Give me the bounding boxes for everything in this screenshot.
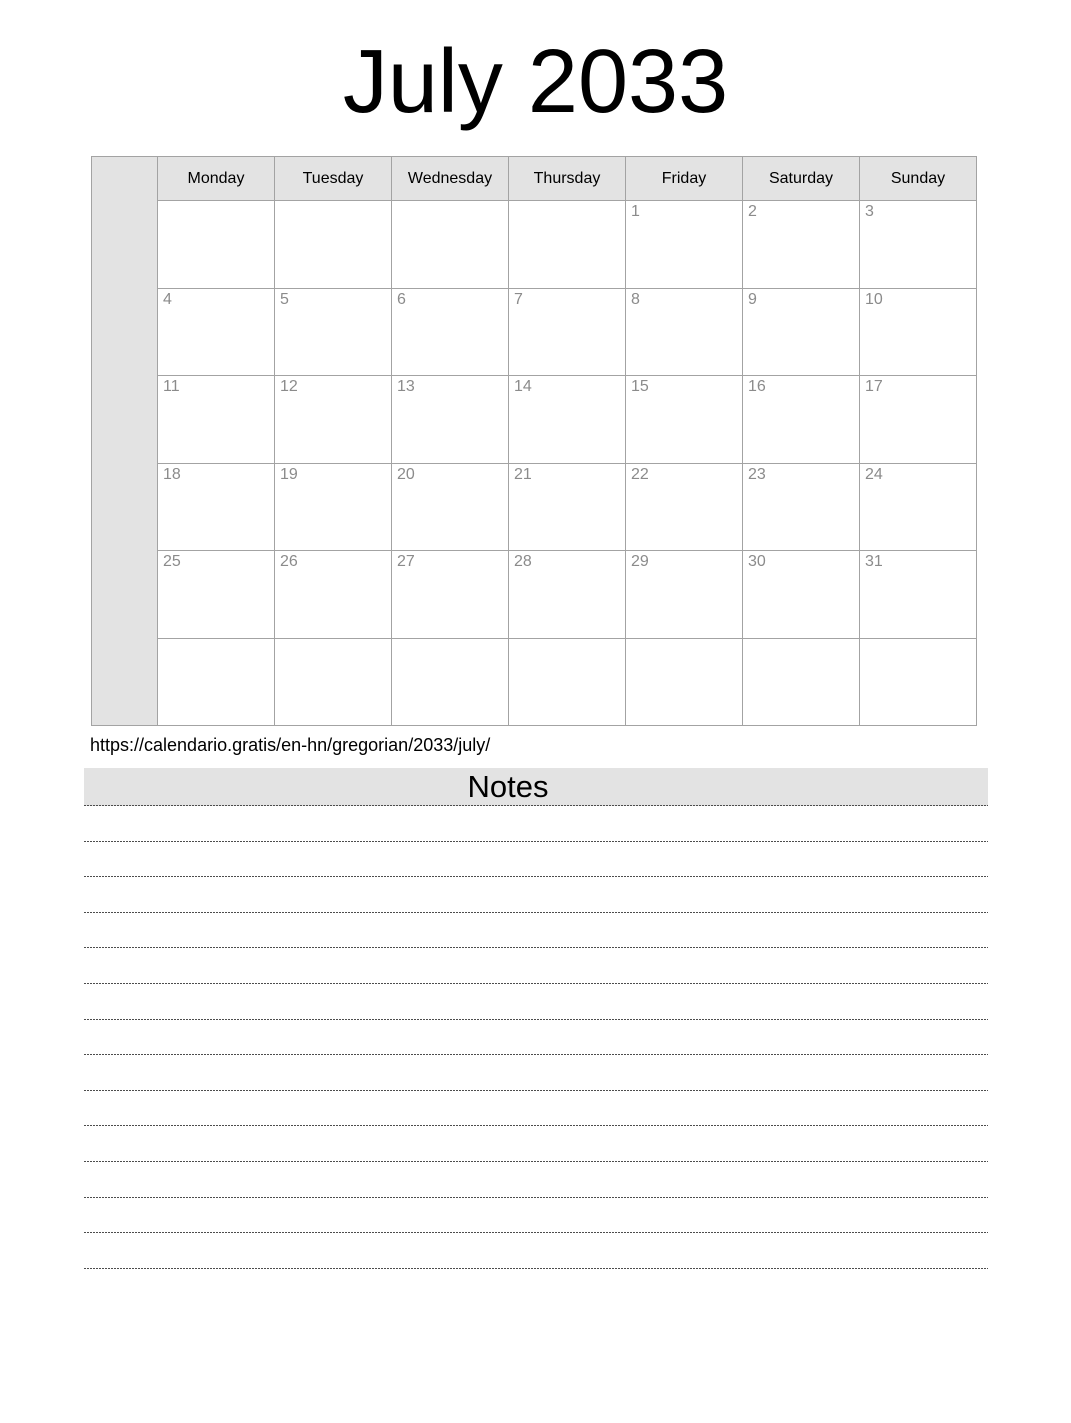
day-cell xyxy=(860,638,977,726)
day-cell: 2 xyxy=(743,201,860,289)
day-cell xyxy=(392,638,509,726)
note-line xyxy=(84,842,988,878)
note-line xyxy=(84,1126,988,1162)
day-cell xyxy=(158,201,275,289)
notes-header xyxy=(84,768,988,806)
day-cell: 7 xyxy=(509,288,626,376)
notes-section xyxy=(84,768,988,1269)
note-line xyxy=(84,1162,988,1198)
day-cell: 9 xyxy=(743,288,860,376)
day-cell xyxy=(626,638,743,726)
day-cell xyxy=(275,638,392,726)
day-cell: 31 xyxy=(860,551,977,639)
day-cell: 21 xyxy=(509,463,626,551)
note-line xyxy=(84,984,988,1020)
note-line xyxy=(84,1055,988,1091)
day-cell: 24 xyxy=(860,463,977,551)
week-row-4 xyxy=(92,463,977,551)
day-cell: 13 xyxy=(392,376,509,464)
note-line xyxy=(84,1091,988,1127)
note-line xyxy=(84,913,988,949)
day-cell xyxy=(158,638,275,726)
notes-lines xyxy=(84,806,988,1269)
week-row-3 xyxy=(92,376,977,464)
day-header-friday: Friday xyxy=(626,157,743,201)
day-cell: 1 xyxy=(626,201,743,289)
source-url: https://calendario.gratis/en-hn/gregorian/2033/july/ xyxy=(90,735,491,755)
day-cell xyxy=(392,201,509,289)
day-cell xyxy=(275,201,392,289)
note-line xyxy=(84,948,988,984)
calendar-gutter xyxy=(92,157,158,726)
day-cell: 5 xyxy=(275,288,392,376)
day-cell xyxy=(509,201,626,289)
day-cell: 17 xyxy=(860,376,977,464)
day-cell: 30 xyxy=(743,551,860,639)
calendar xyxy=(91,156,1071,726)
day-cell: 26 xyxy=(275,551,392,639)
day-cell: 20 xyxy=(392,463,509,551)
day-cell: 10 xyxy=(860,288,977,376)
day-header-tuesday: Tuesday xyxy=(275,157,392,201)
page-title: July 2033 xyxy=(342,32,729,132)
calendar-table xyxy=(91,156,977,726)
day-cell: 14 xyxy=(509,376,626,464)
day-header-wednesday: Wednesday xyxy=(392,157,509,201)
day-header-saturday: Saturday xyxy=(743,157,860,201)
week-row-5 xyxy=(92,551,977,639)
week-row-1 xyxy=(92,201,977,289)
day-cell: 22 xyxy=(626,463,743,551)
day-cell: 16 xyxy=(743,376,860,464)
day-cell: 8 xyxy=(626,288,743,376)
day-cell: 4 xyxy=(158,288,275,376)
note-line xyxy=(84,806,988,842)
day-header-monday: Monday xyxy=(158,157,275,201)
day-cell: 12 xyxy=(275,376,392,464)
day-cell: 23 xyxy=(743,463,860,551)
week-row-6 xyxy=(92,638,977,726)
day-cell: 18 xyxy=(158,463,275,551)
day-cell xyxy=(509,638,626,726)
day-cell: 27 xyxy=(392,551,509,639)
day-cell: 28 xyxy=(509,551,626,639)
day-cell: 3 xyxy=(860,201,977,289)
week-row-2 xyxy=(92,288,977,376)
day-cell: 11 xyxy=(158,376,275,464)
day-cell: 29 xyxy=(626,551,743,639)
notes-title: Notes xyxy=(467,769,549,804)
note-line xyxy=(84,1198,988,1234)
day-header-thursday: Thursday xyxy=(509,157,626,201)
day-cell: 6 xyxy=(392,288,509,376)
weekday-header-row xyxy=(92,157,977,201)
note-line xyxy=(84,1233,988,1269)
day-cell: 25 xyxy=(158,551,275,639)
note-line xyxy=(84,1020,988,1056)
note-line xyxy=(84,877,988,913)
day-cell xyxy=(743,638,860,726)
day-cell: 19 xyxy=(275,463,392,551)
day-header-sunday: Sunday xyxy=(860,157,977,201)
day-cell: 15 xyxy=(626,376,743,464)
